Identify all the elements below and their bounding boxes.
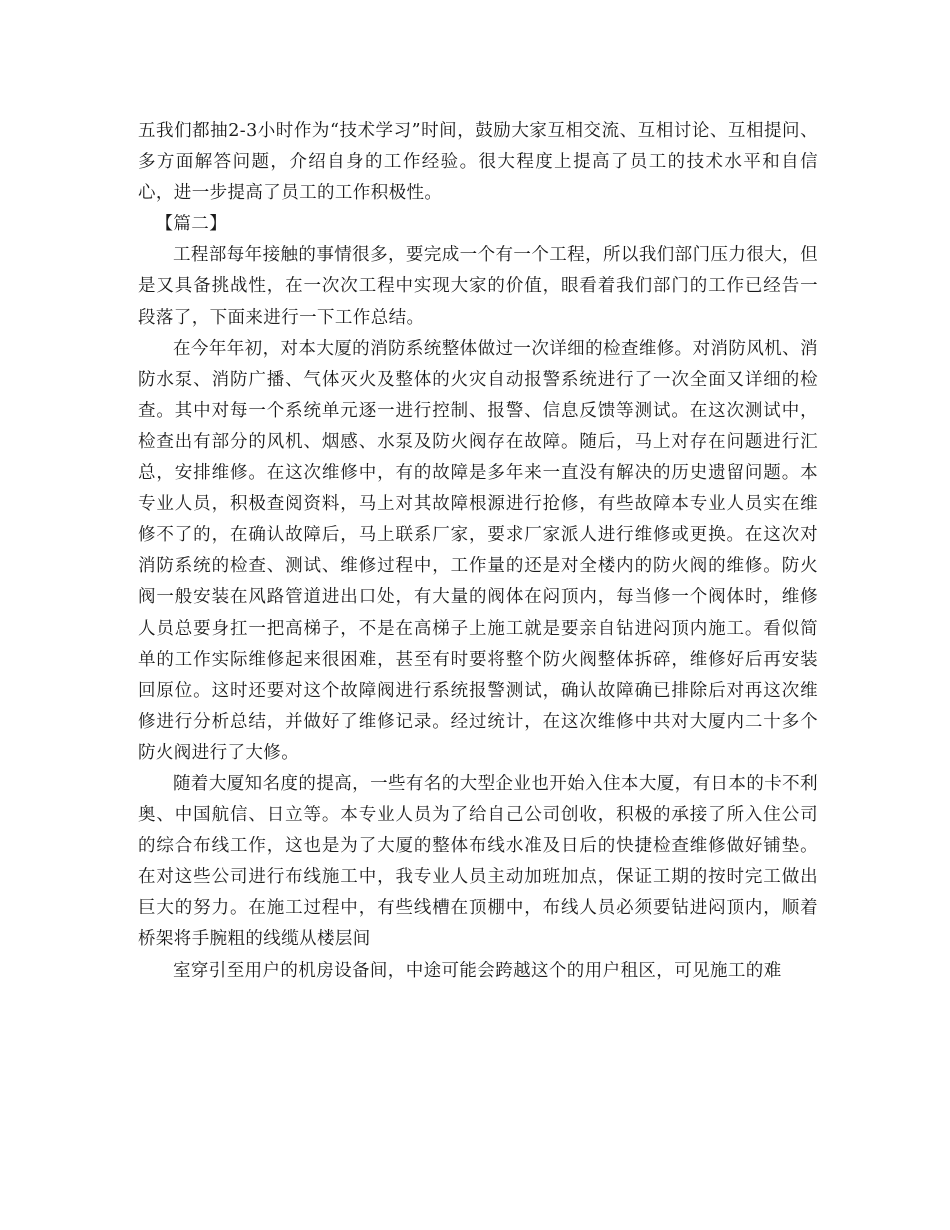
paragraph-cabling-continued: 室穿引至用户的机房设备间，中途可能会跨越这个的用户租区，可见施工的难	[173, 960, 782, 981]
paragraph-fire-system: 在今年年初，对本大厦的消防系统整体做过一次详细的检查维修。对消防风机、消防水泵、消防广播、气体灭火及整体的火灾自动报警系统进行了一次全面又详细的检查。其中对每一个系统单元逐一进行控制、报警、信息反馈等测试。在这次测试中，检查出有部分的风机、烟感、水泵及防火阀存在故障。随后，马上对存在问题进行汇总，安排维修。在这次维修中，有的故障是多年来一直没有解决的历史遗留问题。本专业人员，积极查阅资料，马上对其故障根源进行抢修，有些故障本专业人员实在维修不了的，在确认故障后，马上联系厂家，要求厂家派人进行维修或更换。在这次对消防系统的检查、测试、维修过程中，工作量的还是对全楼内的防火阀的维修。防火阀一般安装在风路管道进出口处，有大量的阀体在闷顶内，每当修一个阀体时，维修人员总要身扛一把高梯子，不是在高梯子上施工就是要亲自钻进闷顶内施工。看似简单的工作实际维修起来很困难，甚至有时要将整个防火阀整体拆碎，维修好后再安装回原位。这时还要对这个故障阀进行系统报警测试，确认故障确已排除后对再这次维修进行分析总结，并做好了维修记录。经过统计，在这次维修中共对大厦内二十多个防火阀进行了大修。	[138, 338, 818, 763]
paragraph-cabling: 随着大厦知名度的提高，一些有名的大型企业也开始入住本大厦，有日本的卡不利奥、中国航信、日立等。本专业人员为了给自己公司创收，积极的承接了所入住公司的综合布线工作，这也是为了大厦的整体布线水准及日后的快捷检查维修做好铺垫。在对这些公司进行布线施工中，我专业人员主动加班加点，保证工期的按时完工做出巨大的努力。在施工过程中，有些线槽在顶棚中，布线人员必须要钻进闷顶内，顺着桥架将手腕粗的线缆从楼层间	[138, 773, 818, 950]
document-body	[138, 116, 818, 987]
paragraph-continuation: 五我们都抽2-3小时作为“技术学习”时间，鼓励大家互相交流、互相讨论、互相提问、多方面解答问题，介绍自身的工作经验。很大程度上提高了员工的技术水平和自信心，进一步提高了员工的工作积极性。	[138, 121, 818, 204]
paragraph-intro: 工程部每年接触的事情很多，要完成一个有一个工程，所以我们部门压力很大，但是又具备挑战性，在一次次工程中实现大家的价值，眼看着我们部门的工作已经告一段落了，下面来进行一下工作总结。	[138, 245, 818, 328]
section-heading: 【篇二】	[155, 214, 228, 235]
